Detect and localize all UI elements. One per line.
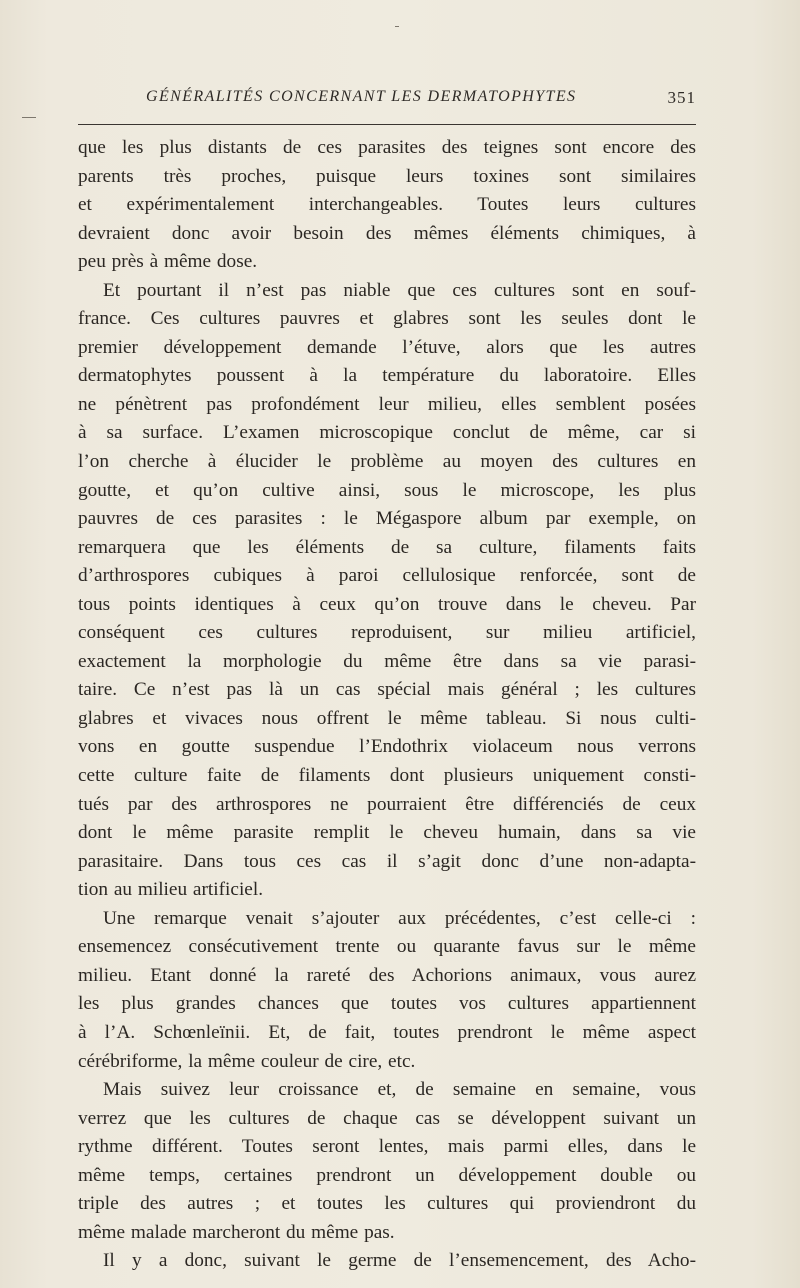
text-line: peu près à même dose. [78, 251, 258, 273]
text-line: à sa surface. L’examen microscopique conclut de même, car si [78, 422, 696, 444]
text-line: france. Ces cultures pauvres et glabres sont les seules dont le [78, 308, 696, 330]
text-line: verrez que les cultures de chaque cas se développent suivant un [78, 1107, 696, 1129]
text-line: et expérimentalement interchangeables. Toutes leurs cultures [78, 194, 696, 216]
text-line: vons en goutte suspendue l’Endothrix violaceum nous verrons [78, 736, 696, 758]
text-line: les plus grandes chances que toutes vos cultures appartiennent [78, 993, 696, 1015]
page-number: 351 [667, 88, 696, 107]
text-line: pauvres de ces parasites : le Mégaspore album par exemple, on [78, 508, 696, 530]
body-text [78, 134, 696, 1276]
text-line: l’on cherche à élucider le problème au moyen des cultures en [78, 451, 696, 473]
paragraph-start-line: Une remarque venait s’ajouter aux précédentes, c’est celle-ci : [103, 907, 696, 929]
text-line: rythme différent. Toutes seront lentes, mais parmi elles, dans le [78, 1136, 696, 1158]
margin-mark [22, 117, 36, 118]
paragraph-start-line: Il y a donc, suivant le germe de l’ensemencement, des Acho- [103, 1250, 696, 1272]
running-title: GÉNÉRALITÉS CONCERNANT LES DERMATOPHYTES [146, 88, 577, 105]
text-line: cérébriforme, la même couleur de cire, etc. [78, 1050, 416, 1072]
text-line: parasitaire. Dans tous ces cas il s’agit donc d’une non-adapta- [78, 850, 696, 872]
text-line: milieu. Etant donné la rareté des Achorions animaux, vous aurez [78, 964, 696, 986]
print-mark [395, 26, 399, 27]
text-line: tous points identiques à ceux qu’on trouve dans le cheveu. Par [78, 593, 696, 615]
text-line: que les plus distants de ces parasites des teignes sont encore des [78, 137, 696, 158]
text-line: à l’A. Schœnleïnii. Et, de fait, toutes prendront le même aspect [78, 1021, 696, 1043]
text-line: ne pénètrent pas profondément leur milieu, elles semblent posées [78, 393, 696, 415]
text-line: taire. Ce n’est pas là un cas spécial mais général ; les cultures [78, 679, 696, 701]
text-line: remarquera que les éléments de sa culture, filaments faits [78, 536, 696, 558]
text-line: même temps, certaines prendront un développement double ou [78, 1164, 696, 1186]
text-line: tion au milieu artificiel. [78, 879, 264, 901]
paragraph-start-line: Et pourtant il n’est pas niable que ces cultures sont en souf- [103, 279, 696, 301]
page-header [78, 88, 696, 114]
text-line: dermatophytes poussent à la température du laboratoire. Elles [78, 365, 696, 387]
text-line: même malade marcheront du même pas. [78, 1221, 395, 1243]
header-rule [78, 124, 696, 125]
text-line: goutte, et qu’on cultive ainsi, sous le microscope, les plus [78, 479, 696, 501]
paragraph-start-line: Mais suivez leur croissance et, de semaine en semaine, vous [103, 1079, 696, 1101]
text-line: exactement la morphologie du même être dans sa vie parasi- [78, 650, 696, 672]
text-line: ensemencez consécutivement trente ou quarante favus sur le même [78, 936, 696, 958]
text-line: glabres et vivaces nous offrent le même tableau. Si nous culti- [78, 707, 696, 729]
text-line: premier développement demande l’étuve, alors que les autres [78, 336, 696, 358]
text-line: cette culture faite de filaments dont plusieurs uniquement consti- [78, 765, 696, 787]
text-line: triple des autres ; et toutes les cultures qui proviendront du [78, 1193, 696, 1215]
text-line: tués par des arthrospores ne pourraient être différenciés de ceux [78, 793, 696, 815]
text-line: dont le même parasite remplit le cheveu humain, dans sa vie [78, 822, 696, 844]
text-line: conséquent ces cultures reproduisent, sur milieu artificiel, [78, 622, 696, 644]
text-line: d’arthrospores cubiques à paroi cellulosique renforcée, sont de [78, 565, 696, 587]
text-line: devraient donc avoir besoin des mêmes éléments chimiques, à [78, 222, 696, 244]
text-line: parents très proches, puisque leurs toxines sont similaires [78, 165, 696, 187]
